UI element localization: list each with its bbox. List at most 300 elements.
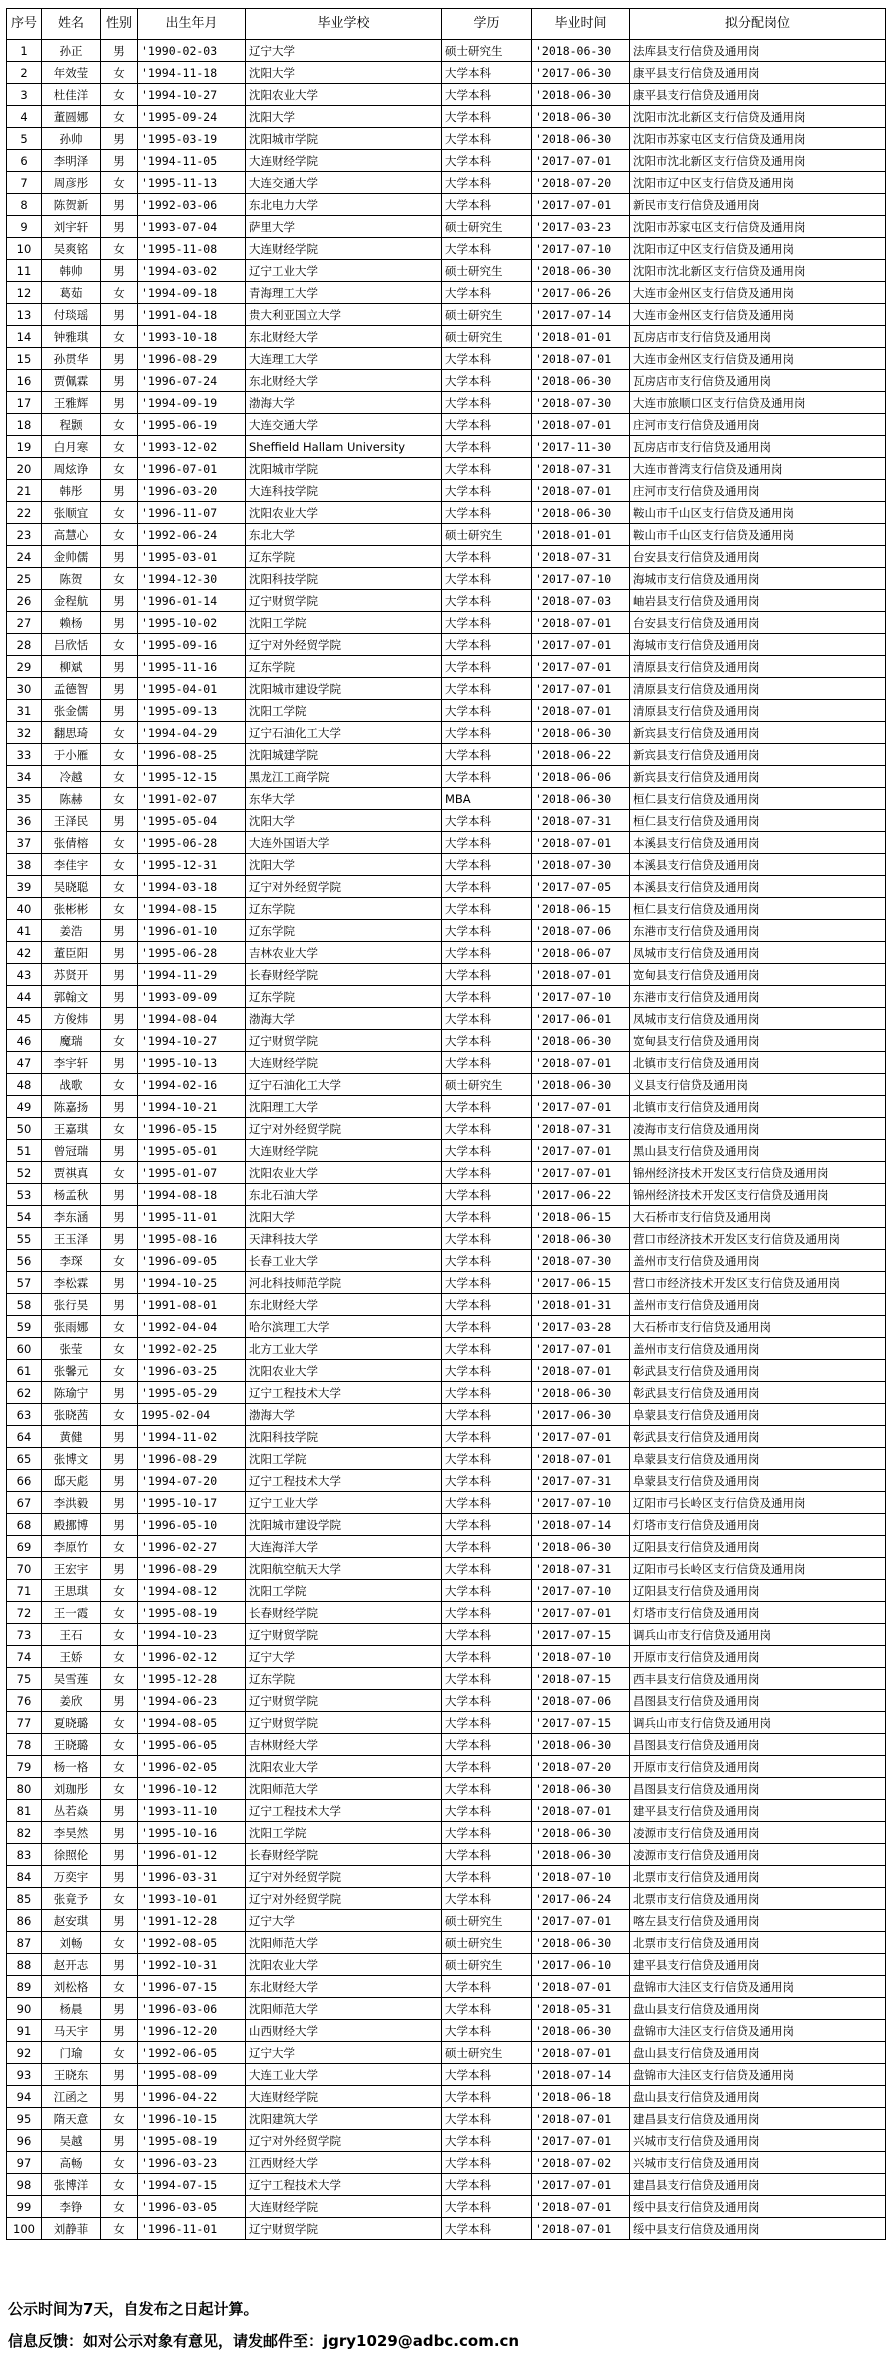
cell-gender: 男 xyxy=(101,1690,138,1712)
cell-name: 孙帅 xyxy=(42,128,101,150)
cell-degree: MBA xyxy=(442,788,532,810)
cell-index: 31 xyxy=(7,700,42,722)
cell-birthdate: '1995-09-13 xyxy=(138,700,246,722)
cell-birthdate: '1996-08-29 xyxy=(138,1448,246,1470)
cell-grad-date: '2018-07-01 xyxy=(532,1448,630,1470)
cell-birthdate: '1996-04-22 xyxy=(138,2086,246,2108)
table-row xyxy=(7,2196,886,2218)
cell-school: 大连海洋大学 xyxy=(246,1536,442,1558)
table-row xyxy=(7,810,886,832)
cell-degree: 大学本科 xyxy=(442,436,532,458)
cell-degree: 大学本科 xyxy=(442,84,532,106)
cell-gender: 女 xyxy=(101,458,138,480)
cell-index: 14 xyxy=(7,326,42,348)
table-row xyxy=(7,1580,886,1602)
cell-school: 大连财经学院 xyxy=(246,2086,442,2108)
cell-degree: 大学本科 xyxy=(442,1360,532,1382)
cell-gender: 男 xyxy=(101,1800,138,1822)
cell-name: 丛若焱 xyxy=(42,1800,101,1822)
cell-degree: 大学本科 xyxy=(442,766,532,788)
cell-index: 86 xyxy=(7,1910,42,1932)
table-row xyxy=(7,348,886,370)
cell-gender: 女 xyxy=(101,568,138,590)
table-row xyxy=(7,876,886,898)
cell-degree: 大学本科 xyxy=(442,568,532,590)
cell-name: 孟德智 xyxy=(42,678,101,700)
cell-degree: 大学本科 xyxy=(442,1140,532,1162)
cell-degree: 大学本科 xyxy=(442,656,532,678)
cell-birthdate: '1992-03-06 xyxy=(138,194,246,216)
cell-birthdate: '1996-03-05 xyxy=(138,2196,246,2218)
cell-gender: 男 xyxy=(101,1228,138,1250)
cell-degree: 大学本科 xyxy=(442,1228,532,1250)
cell-position: 法库县支行信贷及通用岗 xyxy=(630,40,886,62)
cell-name: 隋天意 xyxy=(42,2108,101,2130)
cell-degree: 大学本科 xyxy=(442,1272,532,1294)
cell-position: 北票市支行信贷及通用岗 xyxy=(630,1888,886,1910)
cell-index: 99 xyxy=(7,2196,42,2218)
cell-name: 白月寒 xyxy=(42,436,101,458)
cell-position: 建平县支行信贷及通用岗 xyxy=(630,1800,886,1822)
cell-degree: 大学本科 xyxy=(442,2064,532,2086)
cell-position: 锦州经济技术开发区支行信贷及通用岗 xyxy=(630,1162,886,1184)
table-row xyxy=(7,2152,886,2174)
cell-grad-date: '2018-07-01 xyxy=(532,832,630,854)
cell-birthdate: '1994-09-18 xyxy=(138,282,246,304)
cell-position: 喀左县支行信贷及通用岗 xyxy=(630,1910,886,1932)
cell-gender: 女 xyxy=(101,876,138,898)
cell-grad-date: '2017-07-01 xyxy=(532,150,630,172)
cell-gender: 男 xyxy=(101,1844,138,1866)
cell-gender: 男 xyxy=(101,964,138,986)
cell-position: 宽甸县支行信贷及通用岗 xyxy=(630,1030,886,1052)
cell-grad-date: '2018-07-31 xyxy=(532,458,630,480)
publicity-notice: 公示时间为7天，自发布之日起计算。 xyxy=(8,2300,259,2318)
cell-position: 北票市支行信贷及通用岗 xyxy=(630,1932,886,1954)
cell-birthdate: '1995-05-04 xyxy=(138,810,246,832)
cell-school: 沈阳城建学院 xyxy=(246,744,442,766)
cell-position: 东港市支行信贷及通用岗 xyxy=(630,920,886,942)
table-row xyxy=(7,1184,886,1206)
cell-degree: 大学本科 xyxy=(442,700,532,722)
cell-degree: 大学本科 xyxy=(442,1690,532,1712)
cell-grad-date: '2018-06-30 xyxy=(532,128,630,150)
cell-school: 辽宁财贸学院 xyxy=(246,1624,442,1646)
cell-grad-date: '2018-07-01 xyxy=(532,2218,630,2240)
cell-grad-date: '2018-06-30 xyxy=(532,1734,630,1756)
cell-index: 30 xyxy=(7,678,42,700)
cell-school: 沈阳农业大学 xyxy=(246,84,442,106)
cell-gender: 男 xyxy=(101,150,138,172)
cell-name: 李宇轩 xyxy=(42,1052,101,1074)
cell-school: 东华大学 xyxy=(246,788,442,810)
cell-degree: 大学本科 xyxy=(442,1888,532,1910)
cell-school: 青海理工大学 xyxy=(246,282,442,304)
cell-birthdate: '1996-07-15 xyxy=(138,1976,246,1998)
cell-gender: 男 xyxy=(101,2086,138,2108)
cell-position: 清原县支行信贷及通用岗 xyxy=(630,656,886,678)
cell-position: 瓦房店市支行信贷及通用岗 xyxy=(630,436,886,458)
cell-position: 阜蒙县支行信贷及通用岗 xyxy=(630,1448,886,1470)
cell-gender: 男 xyxy=(101,1954,138,1976)
cell-position: 彰武县支行信贷及通用岗 xyxy=(630,1426,886,1448)
cell-gender: 女 xyxy=(101,1734,138,1756)
cell-name: 张顺宜 xyxy=(42,502,101,524)
cell-index: 90 xyxy=(7,1998,42,2020)
cell-name: 马天宇 xyxy=(42,2020,101,2042)
cell-gender: 男 xyxy=(101,216,138,238)
table-row xyxy=(7,1162,886,1184)
cell-position: 沈阳市沈北新区支行信贷及通用岗 xyxy=(630,106,886,128)
cell-gender: 女 xyxy=(101,1250,138,1272)
cell-position: 建平县支行信贷及通用岗 xyxy=(630,1954,886,1976)
cell-school: 大连交通大学 xyxy=(246,414,442,436)
table-row xyxy=(7,1822,886,1844)
cell-degree: 硕士研究生 xyxy=(442,1954,532,1976)
cell-school: 辽东学院 xyxy=(246,546,442,568)
cell-school: 北方工业大学 xyxy=(246,1338,442,1360)
cell-index: 21 xyxy=(7,480,42,502)
table-row xyxy=(7,216,886,238)
cell-birthdate: '1993-09-09 xyxy=(138,986,246,1008)
cell-index: 17 xyxy=(7,392,42,414)
cell-position: 昌图县支行信贷及通用岗 xyxy=(630,1734,886,1756)
cell-index: 93 xyxy=(7,2064,42,2086)
table-row xyxy=(7,1976,886,1998)
cell-gender: 男 xyxy=(101,1294,138,1316)
table-row xyxy=(7,326,886,348)
cell-name: 陈贺 xyxy=(42,568,101,590)
cell-position: 辽阳县支行信贷及通用岗 xyxy=(630,1580,886,1602)
cell-birthdate: '1996-11-07 xyxy=(138,502,246,524)
cell-gender: 女 xyxy=(101,106,138,128)
cell-index: 33 xyxy=(7,744,42,766)
cell-degree: 大学本科 xyxy=(442,1008,532,1030)
cell-grad-date: '2018-06-30 xyxy=(532,40,630,62)
cell-position: 盖州市支行信贷及通用岗 xyxy=(630,1250,886,1272)
cell-gender: 男 xyxy=(101,2064,138,2086)
cell-gender: 女 xyxy=(101,1976,138,1998)
cell-position: 台安县支行信贷及通用岗 xyxy=(630,546,886,568)
cell-position: 桓仁县支行信贷及通用岗 xyxy=(630,898,886,920)
cell-school: 哈尔滨理工大学 xyxy=(246,1316,442,1338)
cell-school: 渤海大学 xyxy=(246,1404,442,1426)
cell-name: 王娇 xyxy=(42,1646,101,1668)
cell-school: 天津科技大学 xyxy=(246,1228,442,1250)
cell-index: 96 xyxy=(7,2130,42,2152)
cell-index: 28 xyxy=(7,634,42,656)
cell-position: 沈阳市辽中区支行信贷及通用岗 xyxy=(630,238,886,260)
cell-name: 陈嘉扬 xyxy=(42,1096,101,1118)
cell-index: 48 xyxy=(7,1074,42,1096)
cell-grad-date: '2018-07-06 xyxy=(532,1690,630,1712)
cell-school: 沈阳工学院 xyxy=(246,1580,442,1602)
cell-birthdate: '1996-09-05 xyxy=(138,1250,246,1272)
cell-name: 李洪毅 xyxy=(42,1492,101,1514)
cell-grad-date: '2018-06-30 xyxy=(532,1382,630,1404)
cell-gender: 女 xyxy=(101,1162,138,1184)
cell-position: 桓仁县支行信贷及通用岗 xyxy=(630,810,886,832)
cell-index: 4 xyxy=(7,106,42,128)
cell-index: 50 xyxy=(7,1118,42,1140)
cell-gender: 女 xyxy=(101,1624,138,1646)
cell-gender: 男 xyxy=(101,1514,138,1536)
cell-grad-date: '2018-07-15 xyxy=(532,1668,630,1690)
cell-position: 凌源市支行信贷及通用岗 xyxy=(630,1822,886,1844)
cell-grad-date: '2018-07-01 xyxy=(532,964,630,986)
cell-gender: 男 xyxy=(101,1382,138,1404)
cell-name: 刘珈彤 xyxy=(42,1778,101,1800)
cell-position: 瓦房店市支行信贷及通用岗 xyxy=(630,370,886,392)
cell-name: 陈瑜宁 xyxy=(42,1382,101,1404)
cell-degree: 大学本科 xyxy=(442,1734,532,1756)
cell-birthdate: '1996-05-15 xyxy=(138,1118,246,1140)
cell-grad-date: '2018-06-18 xyxy=(532,2086,630,2108)
cell-gender: 男 xyxy=(101,810,138,832)
cell-grad-date: '2018-07-01 xyxy=(532,2042,630,2064)
table-row xyxy=(7,172,886,194)
cell-birthdate: '1994-10-25 xyxy=(138,1272,246,1294)
cell-position: 新宾县支行信贷及通用岗 xyxy=(630,744,886,766)
table-row xyxy=(7,1382,886,1404)
cell-name: 张博文 xyxy=(42,1448,101,1470)
cell-birthdate: '1994-08-05 xyxy=(138,1712,246,1734)
cell-school: 辽宁工程技术大学 xyxy=(246,1470,442,1492)
cell-position: 调兵山市支行信贷及通用岗 xyxy=(630,1712,886,1734)
cell-position: 绥中县支行信贷及通用岗 xyxy=(630,2218,886,2240)
cell-birthdate: '1994-11-02 xyxy=(138,1426,246,1448)
cell-birthdate: '1994-12-30 xyxy=(138,568,246,590)
cell-index: 81 xyxy=(7,1800,42,1822)
cell-grad-date: '2017-07-01 xyxy=(532,656,630,678)
table-row xyxy=(7,1250,886,1272)
cell-grad-date: '2018-07-01 xyxy=(532,348,630,370)
cell-degree: 大学本科 xyxy=(442,1866,532,1888)
cell-position: 本溪县支行信贷及通用岗 xyxy=(630,854,886,876)
cell-degree: 大学本科 xyxy=(442,150,532,172)
cell-birthdate: '1995-11-01 xyxy=(138,1206,246,1228)
cell-grad-date: '2018-06-30 xyxy=(532,260,630,282)
cell-school: 吉林财经大学 xyxy=(246,1734,442,1756)
cell-grad-date: '2018-06-30 xyxy=(532,106,630,128)
cell-grad-date: '2018-06-07 xyxy=(532,942,630,964)
cell-school: 沈阳工学院 xyxy=(246,1448,442,1470)
cell-gender: 女 xyxy=(101,1536,138,1558)
cell-birthdate: '1996-02-05 xyxy=(138,1756,246,1778)
cell-index: 94 xyxy=(7,2086,42,2108)
cell-school: 吉林农业大学 xyxy=(246,942,442,964)
cell-grad-date: '2018-07-01 xyxy=(532,1800,630,1822)
cell-degree: 大学本科 xyxy=(442,1162,532,1184)
cell-position: 凤城市支行信贷及通用岗 xyxy=(630,1008,886,1030)
cell-index: 87 xyxy=(7,1932,42,1954)
cell-birthdate: '1995-12-31 xyxy=(138,854,246,876)
cell-name: 周彦彤 xyxy=(42,172,101,194)
cell-gender: 男 xyxy=(101,1492,138,1514)
cell-degree: 大学本科 xyxy=(442,1800,532,1822)
cell-school: 大连财经学院 xyxy=(246,150,442,172)
cell-degree: 大学本科 xyxy=(442,832,532,854)
cell-birthdate: '1994-06-23 xyxy=(138,1690,246,1712)
cell-position: 昌图县支行信贷及通用岗 xyxy=(630,1690,886,1712)
cell-position: 康平县支行信贷及通用岗 xyxy=(630,84,886,106)
cell-position: 盘锦市大洼区支行信贷及通用岗 xyxy=(630,1976,886,1998)
cell-position: 大连市普湾支行信贷及通用岗 xyxy=(630,458,886,480)
cell-birthdate: '1995-09-24 xyxy=(138,106,246,128)
table-row xyxy=(7,392,886,414)
table-row xyxy=(7,1536,886,1558)
cell-grad-date: '2018-06-15 xyxy=(532,1206,630,1228)
cell-degree: 大学本科 xyxy=(442,1096,532,1118)
cell-name: 吴越 xyxy=(42,2130,101,2152)
table-header-row xyxy=(7,9,886,40)
cell-position: 盘山县支行信贷及通用岗 xyxy=(630,2042,886,2064)
cell-gender: 男 xyxy=(101,1272,138,1294)
cell-gender: 男 xyxy=(101,1096,138,1118)
cell-name: 刘静菲 xyxy=(42,2218,101,2240)
cell-position: 盘山县支行信贷及通用岗 xyxy=(630,1998,886,2020)
cell-degree: 大学本科 xyxy=(442,942,532,964)
table-row xyxy=(7,1316,886,1338)
cell-degree: 大学本科 xyxy=(442,1294,532,1316)
cell-birthdate: '1991-04-18 xyxy=(138,304,246,326)
cell-school: 辽宁工程技术大学 xyxy=(246,1800,442,1822)
cell-gender: 女 xyxy=(101,84,138,106)
table-row xyxy=(7,1008,886,1030)
cell-gender: 女 xyxy=(101,282,138,304)
table-row xyxy=(7,1272,886,1294)
table-row xyxy=(7,1118,886,1140)
cell-birthdate: '1995-08-19 xyxy=(138,1602,246,1624)
cell-grad-date: '2018-07-01 xyxy=(532,2196,630,2218)
cell-birthdate: '1995-08-19 xyxy=(138,2130,246,2152)
cell-degree: 大学本科 xyxy=(442,2130,532,2152)
cell-school: 大连工业大学 xyxy=(246,2064,442,2086)
cell-grad-date: '2018-01-01 xyxy=(532,524,630,546)
cell-gender: 男 xyxy=(101,1206,138,1228)
cell-degree: 大学本科 xyxy=(442,2086,532,2108)
cell-index: 75 xyxy=(7,1668,42,1690)
cell-position: 北镇市支行信贷及通用岗 xyxy=(630,1052,886,1074)
cell-gender: 女 xyxy=(101,1030,138,1052)
cell-grad-date: '2017-07-15 xyxy=(532,1712,630,1734)
cell-birthdate: '1994-04-29 xyxy=(138,722,246,744)
cell-birthdate: '1996-03-25 xyxy=(138,1360,246,1382)
cell-gender: 女 xyxy=(101,2218,138,2240)
cell-position: 沈阳市沈北新区支行信贷及通用岗 xyxy=(630,150,886,172)
cell-grad-date: '2017-07-10 xyxy=(532,1492,630,1514)
cell-gender: 男 xyxy=(101,40,138,62)
cell-index: 65 xyxy=(7,1448,42,1470)
cell-gender: 男 xyxy=(101,920,138,942)
cell-birthdate: '1994-11-18 xyxy=(138,62,246,84)
cell-grad-date: '2018-05-31 xyxy=(532,1998,630,2020)
table-row xyxy=(7,2108,886,2130)
cell-name: 高畅 xyxy=(42,2152,101,2174)
cell-birthdate: '1993-10-01 xyxy=(138,1888,246,1910)
cell-position: 庄河市支行信贷及通用岗 xyxy=(630,414,886,436)
table-row xyxy=(7,1470,886,1492)
cell-grad-date: '2017-07-01 xyxy=(532,1096,630,1118)
cell-position: 岫岩县支行信贷及通用岗 xyxy=(630,590,886,612)
cell-school: 黑龙江工商学院 xyxy=(246,766,442,788)
cell-grad-date: '2018-07-10 xyxy=(532,1646,630,1668)
cell-index: 62 xyxy=(7,1382,42,1404)
cell-gender: 女 xyxy=(101,172,138,194)
cell-position: 宽甸县支行信贷及通用岗 xyxy=(630,964,886,986)
cell-degree: 大学本科 xyxy=(442,1338,532,1360)
cell-gender: 女 xyxy=(101,1668,138,1690)
cell-school: 沈阳农业大学 xyxy=(246,1162,442,1184)
cell-grad-date: '2017-07-01 xyxy=(532,2130,630,2152)
cell-index: 100 xyxy=(7,2218,42,2240)
cell-name: 韩帅 xyxy=(42,260,101,282)
cell-grad-date: '2018-07-30 xyxy=(532,854,630,876)
cell-grad-date: '2018-06-30 xyxy=(532,722,630,744)
cell-name: 杨一格 xyxy=(42,1756,101,1778)
cell-index: 66 xyxy=(7,1470,42,1492)
cell-grad-date: '2018-07-01 xyxy=(532,1360,630,1382)
cell-index: 27 xyxy=(7,612,42,634)
table-row xyxy=(7,1338,886,1360)
cell-gender: 女 xyxy=(101,1404,138,1426)
cell-degree: 大学本科 xyxy=(442,744,532,766)
cell-degree: 大学本科 xyxy=(442,1778,532,1800)
cell-index: 36 xyxy=(7,810,42,832)
cell-birthdate: '1994-08-18 xyxy=(138,1184,246,1206)
cell-grad-date: '2017-07-01 xyxy=(532,1602,630,1624)
cell-school: 沈阳大学 xyxy=(246,1206,442,1228)
cell-school: 东北财经大学 xyxy=(246,1976,442,1998)
cell-name: 吴雪莲 xyxy=(42,1668,101,1690)
cell-degree: 硕士研究生 xyxy=(442,40,532,62)
cell-position: 盘锦市大洼区支行信贷及通用岗 xyxy=(630,2064,886,2086)
cell-degree: 大学本科 xyxy=(442,1492,532,1514)
cell-grad-date: '2017-07-01 xyxy=(532,634,630,656)
header-index: 序号 xyxy=(7,9,42,40)
cell-birthdate: '1994-03-18 xyxy=(138,876,246,898)
cell-index: 70 xyxy=(7,1558,42,1580)
cell-grad-date: '2018-07-20 xyxy=(532,1756,630,1778)
cell-school: 辽东学院 xyxy=(246,898,442,920)
cell-index: 29 xyxy=(7,656,42,678)
cell-name: 黄健 xyxy=(42,1426,101,1448)
cell-index: 67 xyxy=(7,1492,42,1514)
cell-degree: 硕士研究生 xyxy=(442,304,532,326)
cell-gender: 女 xyxy=(101,854,138,876)
cell-birthdate: '1995-12-15 xyxy=(138,766,246,788)
cell-index: 19 xyxy=(7,436,42,458)
cell-position: 开原市支行信贷及通用岗 xyxy=(630,1756,886,1778)
cell-birthdate: '1994-10-21 xyxy=(138,1096,246,1118)
cell-grad-date: '2018-06-30 xyxy=(532,1778,630,1800)
cell-birthdate: '1996-03-31 xyxy=(138,1866,246,1888)
cell-school: 东北电力大学 xyxy=(246,194,442,216)
cell-degree: 大学本科 xyxy=(442,634,532,656)
cell-birthdate: '1992-06-05 xyxy=(138,2042,246,2064)
cell-grad-date: '2017-07-10 xyxy=(532,238,630,260)
cell-school: 东北石油大学 xyxy=(246,1184,442,1206)
cell-school: 沈阳师范大学 xyxy=(246,1998,442,2020)
cell-birthdate: '1995-03-01 xyxy=(138,546,246,568)
cell-position: 凌海市支行信贷及通用岗 xyxy=(630,1118,886,1140)
cell-grad-date: '2017-11-30 xyxy=(532,436,630,458)
cell-index: 55 xyxy=(7,1228,42,1250)
table-row xyxy=(7,986,886,1008)
cell-degree: 大学本科 xyxy=(442,1206,532,1228)
cell-name: 王晓璐 xyxy=(42,1734,101,1756)
cell-birthdate: '1992-04-04 xyxy=(138,1316,246,1338)
